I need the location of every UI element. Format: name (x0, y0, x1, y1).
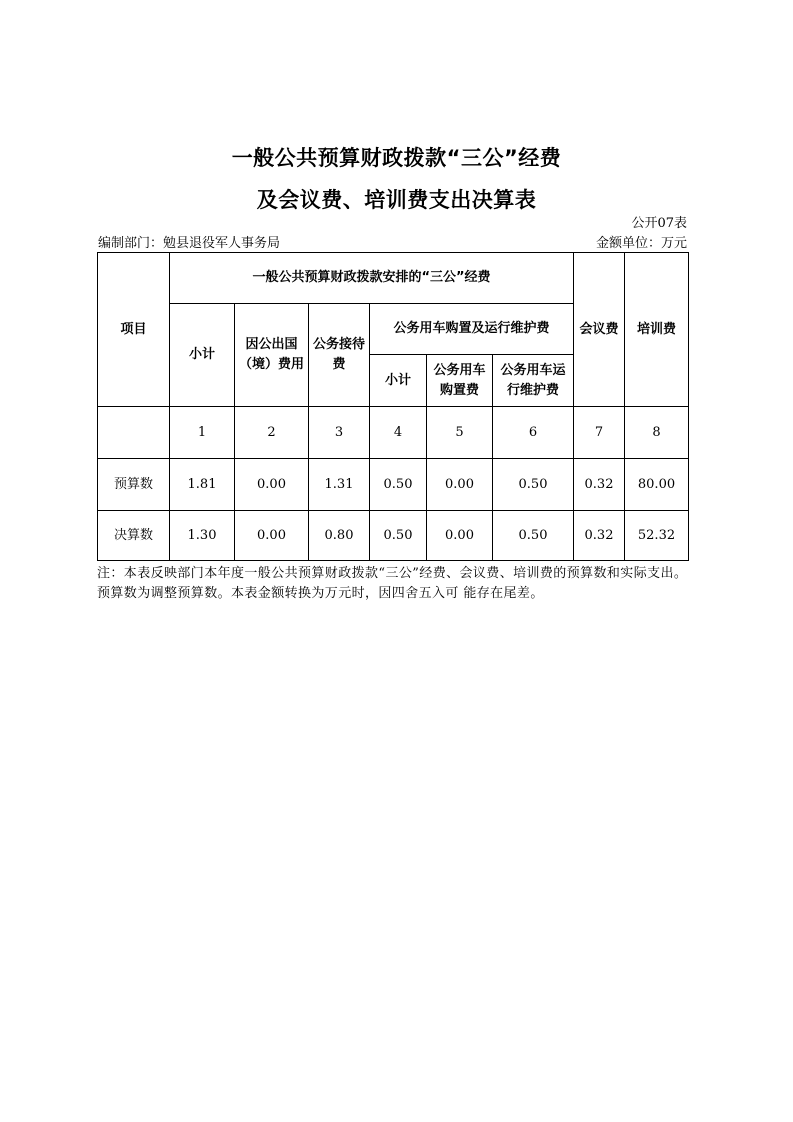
header-vehicle-subtotal: 小计 (370, 355, 427, 407)
department-label: 编制部门：勉县退役军人事务局 (98, 236, 281, 251)
expense-table (97, 252, 689, 561)
header-vehicle-operation: 公务用车运行维护费 (493, 355, 574, 407)
column-number: 3 (309, 407, 370, 459)
table-cell: 0.32 (574, 511, 625, 561)
table-cell: 0.00 (235, 511, 309, 561)
table-row-actual (98, 511, 689, 561)
table-cell: 1.30 (170, 511, 235, 561)
table-cell: 0.50 (370, 511, 427, 561)
row-label: 决算数 (98, 511, 170, 561)
header-training: 培训费 (625, 253, 689, 407)
table-cell: 0.32 (574, 459, 625, 511)
form-number: 公开07表 (631, 216, 687, 231)
column-number: 1 (170, 407, 235, 459)
column-number-blank (98, 407, 170, 459)
header-vehicle-purchase: 公务用车购置费 (427, 355, 493, 407)
column-number: 5 (427, 407, 493, 459)
row-label: 预算数 (98, 459, 170, 511)
column-number: 4 (370, 407, 427, 459)
table-row-budget (98, 459, 689, 511)
header-group-three-public: 一般公共预算财政拨款安排的“三公”经费 (170, 253, 574, 304)
column-number: 8 (625, 407, 689, 459)
table-cell: 0.00 (427, 511, 493, 561)
unit-label: 金额单位：万元 (595, 236, 687, 251)
table-cell: 1.31 (309, 459, 370, 511)
header-item: 项目 (98, 253, 170, 407)
table-cell: 0.00 (235, 459, 309, 511)
header-reception: 公务接待费 (309, 304, 370, 407)
document-title-line1: 一般公共预算财政拨款“三公”经费 (231, 146, 562, 170)
header-subtotal: 小计 (170, 304, 235, 407)
table-cell: 52.32 (625, 511, 689, 561)
header-abroad: 因公出国（境）费用 (235, 304, 309, 407)
table-cell: 0.00 (427, 459, 493, 511)
table-cell: 0.50 (370, 459, 427, 511)
document-title-line2: 及会议费、培训费支出决算表 (256, 188, 537, 212)
header-meeting: 会议费 (574, 253, 625, 407)
table-cell: 1.81 (170, 459, 235, 511)
column-number: 7 (574, 407, 625, 459)
table-note: 注：本表反映部门本年度一般公共预算财政拨款“三公”经费、会议费、培训费的预算数和实际支出。预算数为调整预算数。本表金额转换为万元时，因四舍五入可 能存在尾差。 (97, 566, 688, 601)
table-cell: 0.80 (309, 511, 370, 561)
table-cell: 80.00 (625, 459, 689, 511)
column-number: 6 (493, 407, 574, 459)
column-number-row (98, 407, 689, 459)
table-cell: 0.50 (493, 459, 574, 511)
header-vehicle-group: 公务用车购置及运行维护费 (370, 304, 574, 355)
table-cell: 0.50 (493, 511, 574, 561)
column-number: 2 (235, 407, 309, 459)
